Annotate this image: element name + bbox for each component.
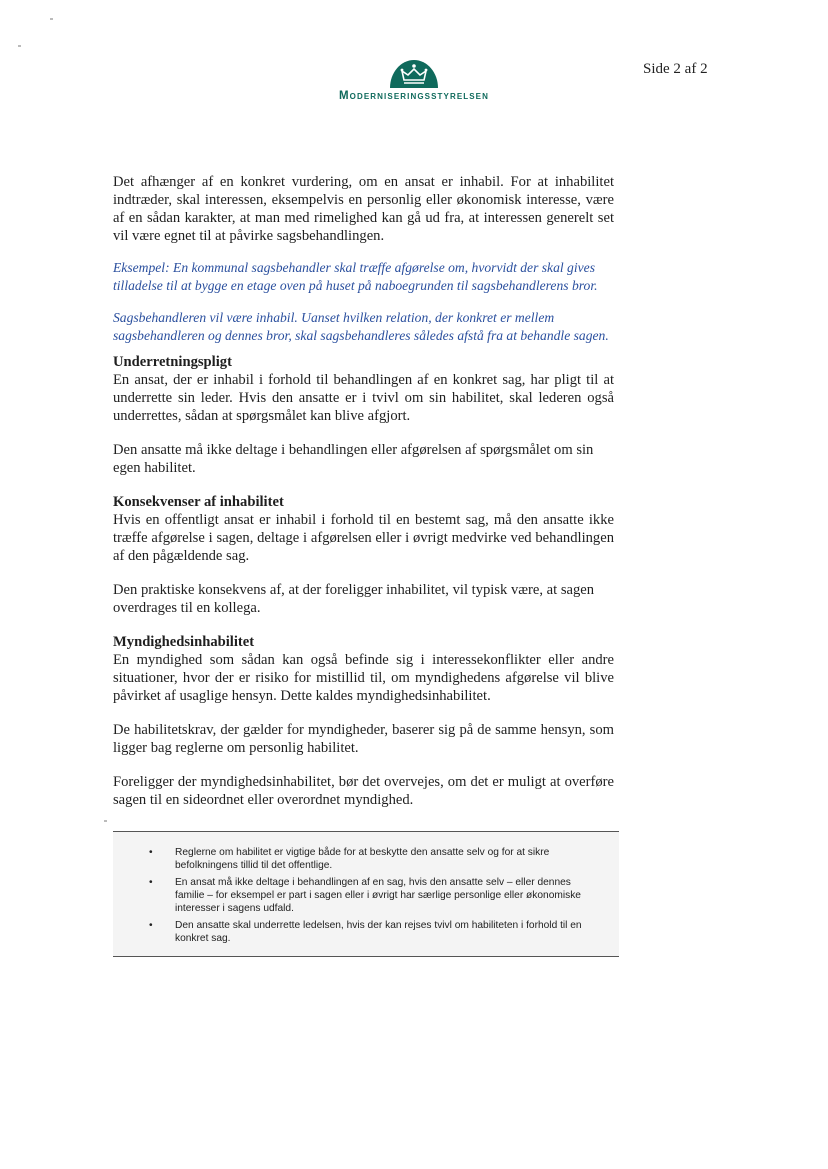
scan-speck: [50, 18, 53, 20]
section-paragraph: En myndighed som sådan kan også befinde sig i interessekonflikter eller andre situationer, hvor der er risiko for mistillid til, om myndighedens afgørelse vil blive påvirket af usaglige hensyn. Dette kaldes myndighedsinhabilitet.: [113, 652, 614, 704]
intro-paragraph: Det afhænger af en konkret vurdering, om en ansat er inhabil. For at inhabilitet indtræder, skal interessen, eksempelvis en personlig eller økonomisk interesse, være af en sådan karakter, at man med rimelighed kan gå ud fra, at interessen generelt set vil være egnet til at påvirke sagsbehandlingen.: [113, 174, 614, 244]
example-conclusion: Sagsbehandleren vil være inhabil. Uanset hvilken relation, der konkret er mellem sagsbehandleren og dennes bror, skal sagsbehandleres således afstå fra at behandle sagen.: [113, 310, 609, 343]
section-paragraph: De habilitetskrav, der gælder for myndigheder, baserer sig på de samme hensyn, som ligger bag reglerne om personlig habilitet.: [113, 722, 614, 756]
section-paragraph: Hvis en offentligt ansat er inhabil i forhold til en bestemt sag, må den ansatte ikke træffe afgørelse i sagen, deltage i afgørelsen eller i øvrigt medvirke ved behandlingen af den pågældende sag.: [113, 512, 614, 564]
example-paragraph: Eksempel: En kommunal sagsbehandler skal træffe afgørelse om, hvorvidt der skal gives tilladelse til at bygge en etage oven på huset på naboegrunden til sagsbehandlerens bror.: [113, 260, 598, 293]
section-heading-konsekvenser: Konsekvenser af inhabilitet: [113, 494, 284, 510]
crown-icon: [388, 58, 440, 88]
summary-item-text: En ansat må ikke deltage i behandlingen af en sag, hvis den ansatte selv – eller dennes familie – for eksempel er part i sagen eller i øvrigt har særlige personlige eller økonomiske interesser i sagens udfald.: [175, 877, 581, 914]
page-number: Side 2 af 2: [643, 61, 708, 77]
summary-item: [113, 919, 619, 945]
summary-item: [113, 876, 619, 915]
summary-box: [113, 831, 619, 957]
section-paragraph: En ansat, der er inhabil i forhold til behandlingen af en konkret sag, har pligt til at underrette sin leder. Hvis den ansatte er i tvivl om sin habilitet, skal lederen også underrettes, sådan at spørgsmålet kan blive afgjort.: [113, 372, 614, 424]
bullet-icon: •: [149, 877, 153, 888]
summary-item: [113, 846, 619, 872]
bullet-icon: •: [149, 847, 153, 858]
agency-name: Moderniseringsstyrelsen: [338, 90, 489, 102]
summary-item-text: Den ansatte skal underrette ledelsen, hvis der kan rejses tvivl om habiliteten i forhold til en konkret sag.: [175, 920, 582, 944]
section-heading-myndighedsinhabilitet: Myndighedsinhabilitet: [113, 634, 255, 650]
section-paragraph: Foreligger der myndighedsinhabilitet, bør det overvejes, om det er muligt at overføre sagen til en sideordnet eller overordnet myndighed.: [113, 774, 614, 808]
bullet-icon: •: [149, 920, 153, 931]
section-paragraph: Den ansatte må ikke deltage i behandlingen eller afgørelsen af spørgsmålet om sin egen habilitet.: [113, 442, 594, 476]
scan-speck: [18, 45, 21, 47]
scan-speck: [104, 820, 107, 822]
summary-list: [113, 832, 619, 945]
agency-logo: [0, 58, 828, 118]
section-heading-underretningspligt: Underretningspligt: [113, 354, 232, 370]
document-body: [113, 173, 614, 809]
summary-item-text: Reglerne om habilitet er vigtige både for at beskytte den ansatte selv og for at sikre befolkningens tillid til det offentlige.: [175, 847, 550, 871]
section-paragraph: Den praktiske konsekvens af, at der foreligger inhabilitet, vil typisk være, at sagen overdrages til en kollega.: [113, 582, 595, 616]
